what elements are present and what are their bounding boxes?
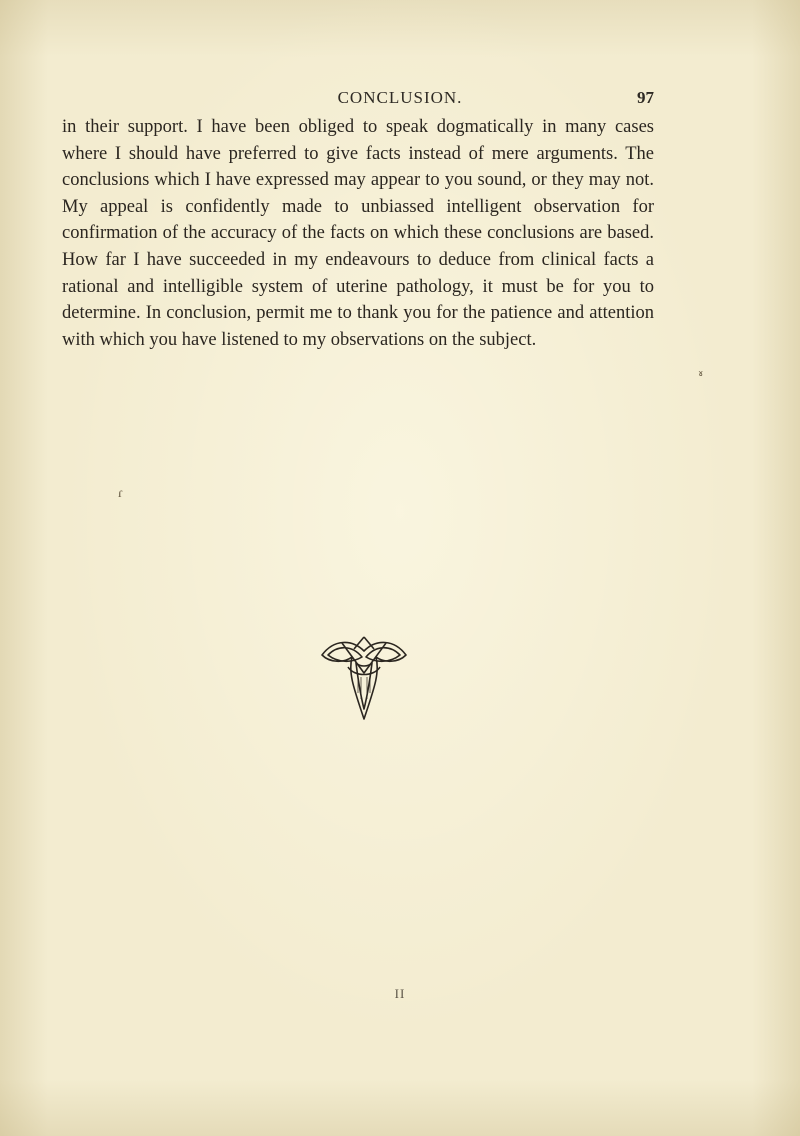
celtic-knot-tailpiece-icon	[318, 633, 410, 723]
body-paragraph: in their support. I have been obliged to speak dogmatically in many cases where I should have preferred to give facts instead of mere arguments. The conclusions which I have expressed may appear to you sound, or they may not. My appeal is confidently made to unbiassed intelligent observation for confirmation of the accuracy of the facts on which these conclusions are based. How far I have succeeded in my endeavours to deduce from clinical facts a rational and intelligible system of uterine pathology, it must be for you to determine. In conclusion, permit me to thank you for the patience and attention with which you have listened to my observations on the subject.	[62, 117, 654, 350]
signature-mark: II	[394, 986, 406, 1001]
margin-speck: ៵	[698, 365, 704, 380]
page-number: 97	[637, 88, 654, 107]
running-title: CONCLUSION.	[337, 88, 463, 107]
running-head	[0, 88, 800, 112]
body-text	[62, 114, 654, 353]
margin-speck: ɾ	[118, 486, 123, 501]
